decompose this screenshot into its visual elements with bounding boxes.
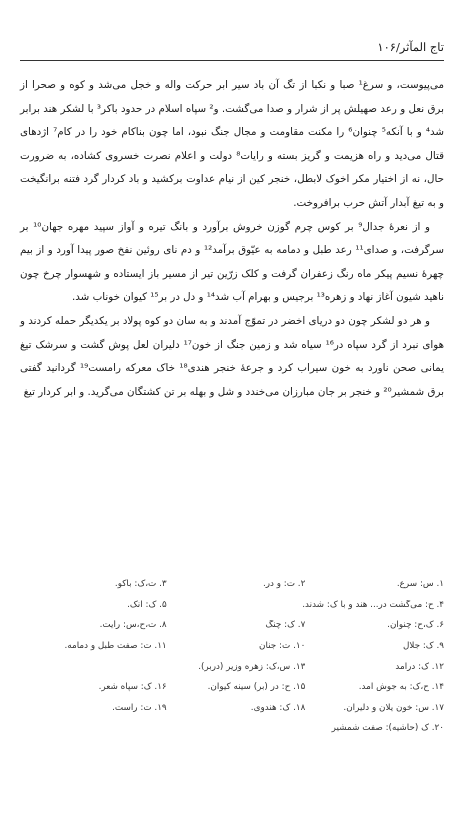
footnote: ۱۳. س،ک: زهره وزیر (دربر).: [198, 661, 306, 672]
footnote: ۵. ک: آنک.: [127, 599, 167, 610]
footnote-row: [28, 677, 444, 698]
paragraph: و از نعرهٔ جدال⁹ بر کوس چرم گوزن خروش برآورد و بانگ تیره و آواز سپید مهره جهان¹⁰ بر سرگرفت، و صدای¹¹ رعد طبل و دمامه به عیّوق برآمد¹² و دم نای روئین نفخ صور پیدا آورد و از بیم چهرهٔ نسیم پیکر ماه رنگ زعفران گرفت و کلک زرّین تیر از مسیر باز ایستاده و شهسوار چرخ چون ناهید شیون آغاز نهاد و زهره¹³ برجیس و بهرام آب شد¹⁴ و دل در بر¹⁵ کیوان خوناب شد.: [20, 220, 444, 304]
footnote: ۳. ت،ک: باکو.: [114, 579, 167, 590]
footnote: ۱۱. ت: صفت طبل و دمامه.: [64, 641, 167, 652]
footnote: ۱۰. ت: جنان: [259, 641, 306, 652]
paragraph: می‌پیوست، و سرغ¹ صبا و نکبا از تگ آن باد سیر ابر حرکت واله و خجل می‌شد و کوه و صحرا از برق نعل و رعد صهیلش پر از شرار و صدا می‌گشت. و² سپاه اسلام در حدود باکر³ با لشکر هند برابر شد⁴ و با آنکه⁵ چنوان⁶ را مکنت مقاومت و مجال جنگ نبود، اما چون بناکام خود را در کام⁷ اژدهای قتال می‌دید و راه هزیمت و گریز بسته و رایات⁸ دولت و اعلام نصرت خسروی کشاده، به ضرورت حال، نه از اختیار مکر اخوک لابطل، خنجر کین از نیام عداوت برکشید و باد کردار گرد فتنه برانگیخت و به تیغ آبدار آتش حرب برافروخت.: [20, 79, 444, 209]
footnote-row: [28, 574, 444, 595]
footnote: ۱۶. ک: سپاه شعر.: [98, 682, 167, 693]
page-header: [20, 38, 444, 61]
main-text: [20, 74, 444, 404]
footnote: ۲۰. ک (حاشیه): صفت شمشیر: [331, 723, 444, 734]
footnote: ۱۴. ح،ک: به جوش آمد.: [358, 682, 444, 693]
footnote-row: [28, 656, 444, 677]
footnote-row: [28, 698, 444, 719]
footnote: ۴. ح: می‌گشت در... هند و با ک: شدند.: [302, 599, 444, 610]
running-title: تاج المآثر/۱۰۶: [377, 40, 444, 54]
footnote-row: [28, 595, 444, 616]
footnote: ۸. ت،ح،س: رأیت.: [99, 620, 167, 631]
footnotes: [28, 574, 444, 739]
footnote: ۱. س: سرع.: [396, 579, 444, 590]
paragraph: و هر دو لشکر چون دو دریای اخضر در تموّج آمدند و به سان دو کوه پولاد بر یکدیگر حمله کردند و هوای نبرد از گرد سپاه در¹⁶ سیاه شد و زمین جنگ از خون¹⁷ دلیران لعل پوش گشت و سرشک تیغ یمانی صحن ناورد به خون سیراب کرد و جرعهٔ خنجر هندی¹⁸ خاک معرکه رامست¹⁹ گردانید گفتی برق شمشیر²⁰ و خنجر بر جان مبارزان می‌خندد و شل و بهله بر تن کشتگان می‌گرید. و ابر کردار تیغ: [20, 314, 445, 398]
footnote-row: [28, 636, 444, 657]
footnote: ۶. ک،ح: چنوان.: [387, 620, 444, 631]
footnote: ۱۹. ت: راست.: [112, 702, 167, 713]
footnote: ۱۲. ک: درآمد: [395, 661, 444, 672]
footnote: ۱۷. س: خون یلان و دلیران.: [343, 702, 444, 713]
footnote-row: [28, 718, 444, 739]
footnote: ۱۵. ح: در (بر) سینه کیوان.: [207, 682, 306, 693]
footnote: ۷. ک: چنگ: [265, 620, 306, 631]
footnote: ۱۸. ک: هندوی.: [250, 702, 306, 713]
footnote: ۲. ت: و در.: [262, 579, 306, 590]
footnote: ۹. ک: جلال: [402, 641, 444, 652]
footnote-row: [28, 615, 444, 636]
